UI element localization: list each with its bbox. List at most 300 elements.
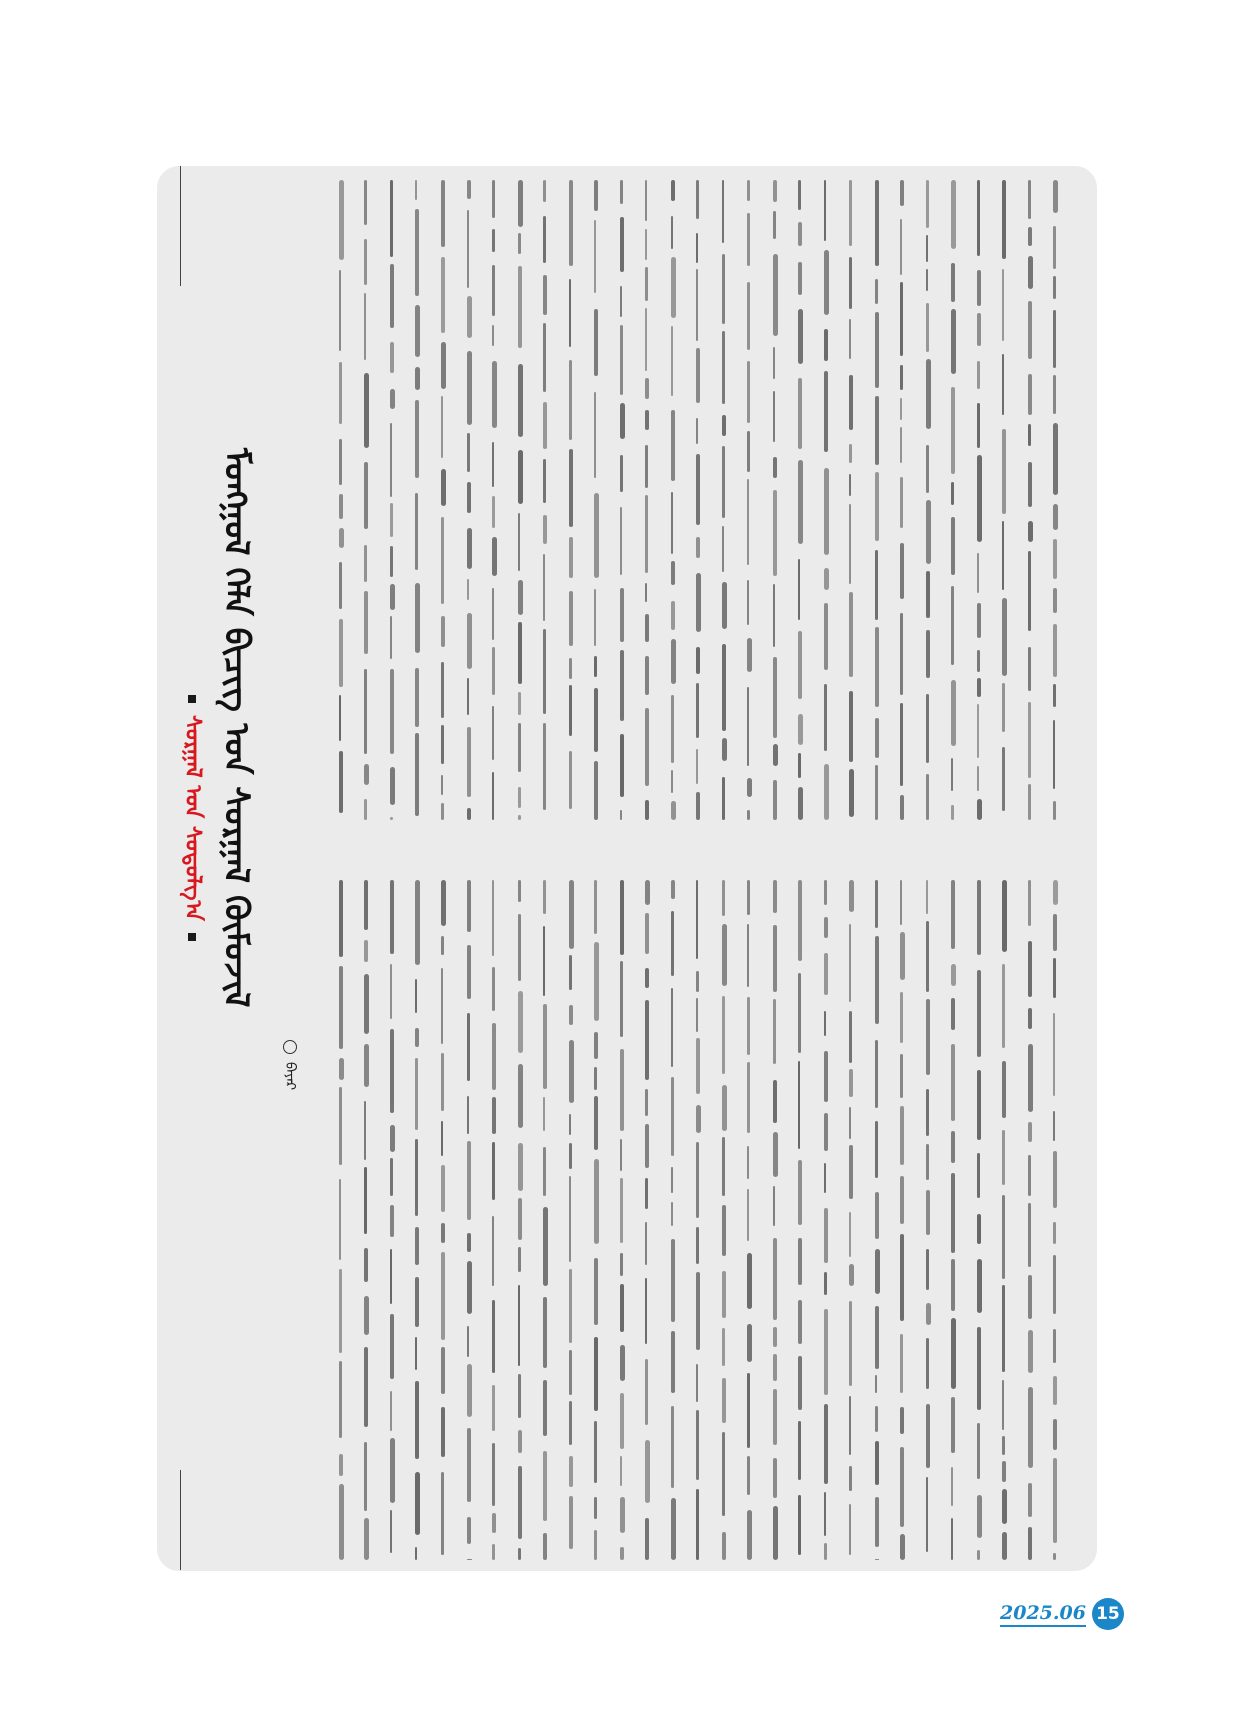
text-line-segment xyxy=(1053,914,1057,951)
text-line-segment xyxy=(1002,1532,1007,1560)
text-line-segment xyxy=(620,1049,624,1131)
text-line-segment xyxy=(364,940,368,962)
text-line-segment xyxy=(390,880,394,954)
text-line-segment xyxy=(364,591,368,654)
text-line-segment xyxy=(722,446,725,518)
text-line-segment xyxy=(671,492,673,554)
text-line-segment xyxy=(492,361,497,428)
text-line-segment xyxy=(1002,880,1007,952)
text-line-segment xyxy=(364,373,369,448)
text-line-segment xyxy=(773,1354,777,1381)
text-line-segment xyxy=(645,1089,648,1116)
text-line-segment xyxy=(441,1165,445,1212)
text-line-segment xyxy=(441,342,446,389)
text-line-segment xyxy=(773,457,777,478)
text-line-segment xyxy=(773,999,776,1064)
text-line-segment xyxy=(824,1163,826,1193)
text-line-segment xyxy=(518,880,521,902)
text-line-segment xyxy=(849,474,851,496)
text-line-segment xyxy=(1053,1013,1055,1096)
text-line-segment xyxy=(1028,1008,1032,1029)
text-line-segment xyxy=(569,360,572,440)
text-line-segment xyxy=(747,1510,752,1560)
text-line-segment xyxy=(849,1145,853,1199)
text-line-segment xyxy=(951,1318,956,1389)
text-line-segment xyxy=(415,1139,418,1216)
text-line-segment xyxy=(467,210,469,288)
text-line-segment xyxy=(900,703,903,786)
text-line-segment xyxy=(977,361,980,389)
text-line-segment xyxy=(747,687,749,766)
text-line-segment xyxy=(824,568,829,590)
text-line-segment xyxy=(645,410,649,430)
text-line-segment xyxy=(467,433,470,472)
text-line-segment xyxy=(415,668,419,727)
text-line-segment xyxy=(1053,880,1058,905)
text-line-segment xyxy=(518,914,521,981)
text-line-segment xyxy=(518,364,523,437)
text-line-segment xyxy=(620,961,623,1037)
text-line-segment xyxy=(722,1532,726,1560)
text-line-segment xyxy=(441,968,443,1044)
text-line-segment xyxy=(798,880,802,961)
text-line-segment xyxy=(645,445,648,488)
text-line-segment xyxy=(569,1114,571,1135)
text-line-segment xyxy=(339,619,343,687)
text-line-segment xyxy=(798,1300,802,1344)
text-line-segment xyxy=(696,1142,699,1218)
text-line-segment xyxy=(1002,598,1007,676)
text-line-segment xyxy=(339,528,344,548)
text-line-segment xyxy=(543,323,546,392)
text-line-segment xyxy=(467,1096,469,1134)
text-line-segment xyxy=(594,309,598,376)
text-line-segment xyxy=(467,1261,472,1314)
text-line-segment xyxy=(569,1176,571,1262)
text-line-segment xyxy=(645,1518,649,1560)
text-line-segment xyxy=(543,1533,547,1560)
text-line-segment xyxy=(1053,1329,1056,1363)
text-line-segment xyxy=(594,220,596,293)
text-line-segment xyxy=(415,400,419,478)
text-line-segment xyxy=(875,1249,880,1294)
text-line-segment xyxy=(1053,1222,1056,1244)
text-line-segment xyxy=(492,1023,496,1090)
text-line-segment xyxy=(492,967,495,1011)
text-line-segment xyxy=(875,627,879,707)
text-line-segment xyxy=(620,325,623,395)
text-line-segment xyxy=(569,685,572,736)
text-line-segment xyxy=(1053,684,1056,707)
text-line-segment xyxy=(722,1205,726,1256)
text-line-segment xyxy=(977,766,979,791)
text-line-segment xyxy=(569,658,572,679)
text-line-segment xyxy=(645,229,647,260)
text-line-segment xyxy=(977,678,981,697)
text-line-segment xyxy=(390,669,394,754)
text-line-segment xyxy=(543,1207,548,1286)
text-line-segment xyxy=(518,450,523,504)
text-line-segment xyxy=(390,180,393,257)
text-line-segment xyxy=(696,180,699,219)
text-line-segment xyxy=(467,678,469,715)
text-line-segment xyxy=(951,180,956,249)
text-line-segment xyxy=(1053,1553,1056,1560)
text-line-segment xyxy=(900,613,903,695)
text-line-segment xyxy=(849,691,853,762)
text-line-segment xyxy=(1053,276,1056,299)
text-line-segment xyxy=(1002,269,1004,341)
text-line-segment xyxy=(467,1013,470,1081)
text-line-segment xyxy=(977,403,980,448)
text-line-segment xyxy=(492,180,495,218)
text-line-segment xyxy=(569,1496,573,1549)
text-line-segment xyxy=(926,921,929,992)
text-line-segment xyxy=(1053,423,1058,495)
text-line-segment xyxy=(543,1097,545,1131)
text-line-segment xyxy=(671,1406,674,1488)
text-line-segment xyxy=(594,688,598,752)
text-line-segment xyxy=(620,1253,623,1276)
text-line-segment xyxy=(747,1324,752,1362)
text-line-segment xyxy=(569,449,573,527)
text-line-segment xyxy=(543,1297,547,1368)
text-line-segment xyxy=(773,1458,777,1498)
text-line-segment xyxy=(518,233,521,254)
text-line-segment xyxy=(671,639,676,684)
text-line-segment xyxy=(773,391,775,442)
text-line-segment xyxy=(492,1216,494,1286)
text-line-segment xyxy=(364,1101,366,1160)
text-line-segment xyxy=(415,305,420,357)
text-line-segment xyxy=(569,537,573,578)
text-line-segment xyxy=(875,472,879,541)
text-line-segment xyxy=(798,559,800,620)
text-line-segment xyxy=(926,880,928,914)
text-line-segment xyxy=(1028,1330,1033,1373)
text-line-segment xyxy=(747,213,750,266)
text-line-segment xyxy=(518,692,521,715)
text-line-segment xyxy=(390,1249,392,1304)
text-line-segment xyxy=(1028,1155,1031,1196)
text-line-segment xyxy=(875,1040,878,1108)
text-line-segment xyxy=(1002,1436,1005,1455)
text-line-segment xyxy=(415,1381,419,1459)
text-line-segment xyxy=(594,1497,597,1519)
text-line-segment xyxy=(645,614,649,642)
text-line-segment xyxy=(671,601,675,630)
text-line-segment xyxy=(900,543,904,599)
text-line-segment xyxy=(518,1374,521,1418)
text-line-segment xyxy=(671,880,675,899)
text-line-segment xyxy=(824,1404,828,1484)
text-line-segment xyxy=(696,233,698,263)
text-line-segment xyxy=(415,493,418,570)
text-line-segment xyxy=(798,1356,802,1410)
text-line-segment xyxy=(1053,504,1058,530)
text-line-segment xyxy=(415,209,419,296)
text-line-segment xyxy=(1002,1061,1006,1118)
text-line-segment xyxy=(620,1284,624,1332)
text-line-segment xyxy=(1002,683,1005,732)
text-line-segment xyxy=(364,880,368,930)
text-line-segment xyxy=(441,936,444,955)
text-line-segment xyxy=(824,917,828,938)
text-line-segment xyxy=(926,571,930,618)
text-line-segment xyxy=(492,496,495,528)
text-line-segment xyxy=(824,603,828,670)
text-line-segment xyxy=(390,264,394,328)
text-line-segment xyxy=(926,359,931,429)
text-line-segment xyxy=(671,1331,675,1393)
text-line-segment xyxy=(671,410,675,481)
text-line-segment xyxy=(722,777,725,820)
text-line-segment xyxy=(900,880,902,925)
text-line-segment xyxy=(671,326,673,396)
text-line-segment xyxy=(339,751,343,813)
text-line-segment xyxy=(671,257,676,318)
text-line-segment xyxy=(926,1089,929,1136)
text-line-segment xyxy=(722,644,726,731)
text-line-segment xyxy=(824,684,827,751)
text-line-segment xyxy=(339,562,342,609)
text-line-segment xyxy=(773,1389,777,1445)
text-line-segment xyxy=(1028,462,1032,507)
text-line-segment xyxy=(620,734,624,797)
text-line-segment xyxy=(671,216,673,249)
text-line-segment xyxy=(415,583,420,653)
text-line-segment xyxy=(594,1096,598,1150)
text-line-segment xyxy=(849,1212,851,1257)
text-line-segment xyxy=(645,495,648,573)
text-line-segment xyxy=(1028,1275,1032,1319)
text-line-segment xyxy=(747,361,750,423)
text-line-segment xyxy=(824,468,829,555)
text-line-segment xyxy=(390,817,393,820)
text-line-segment xyxy=(415,1058,418,1130)
text-line-segment xyxy=(1002,1380,1004,1430)
text-line-segment xyxy=(594,761,598,820)
text-line-segment xyxy=(569,591,573,646)
text-line-segment xyxy=(926,694,929,763)
text-line-segment xyxy=(671,911,674,976)
text-line-segment xyxy=(900,795,904,820)
text-line-segment xyxy=(390,616,392,659)
text-line-segment xyxy=(543,402,547,449)
text-line-segment xyxy=(849,1069,853,1097)
text-line-segment xyxy=(339,1087,342,1165)
text-line-segment xyxy=(951,263,955,302)
text-line-segment xyxy=(798,262,802,295)
text-line-segment xyxy=(1053,624,1057,677)
text-line-segment xyxy=(696,683,699,738)
text-line-segment xyxy=(441,616,445,647)
text-line-segment xyxy=(645,378,649,399)
text-line-segment xyxy=(594,942,599,1021)
text-line-segment xyxy=(773,1238,777,1320)
text-line-segment xyxy=(1028,1044,1033,1112)
text-line-segment xyxy=(518,1247,521,1272)
text-line-segment xyxy=(492,1443,495,1506)
text-line-segment xyxy=(390,1510,392,1553)
text-line-segment xyxy=(594,880,597,934)
text-line-segment xyxy=(951,309,956,374)
text-line-segment xyxy=(415,1472,420,1535)
section-label xyxy=(173,695,211,941)
text-line-segment xyxy=(696,1364,698,1402)
text-line-segment xyxy=(824,1011,826,1036)
text-line-segment xyxy=(747,810,750,820)
text-line-segment xyxy=(747,180,750,201)
text-line-segment xyxy=(722,996,725,1074)
text-line-segment xyxy=(543,1147,546,1196)
text-line-segment xyxy=(364,1442,367,1511)
text-line-segment xyxy=(926,1404,930,1468)
text-line-segment xyxy=(620,1178,623,1243)
text-line-segment xyxy=(467,808,471,820)
text-line-segment xyxy=(390,1314,394,1379)
text-line-segment xyxy=(645,267,648,301)
text-line-segment xyxy=(543,180,546,202)
text-line-segment xyxy=(518,1064,523,1128)
text-line-segment xyxy=(620,455,623,492)
text-line-segment xyxy=(339,494,343,519)
text-line-segment xyxy=(722,1085,727,1131)
text-line-segment xyxy=(364,239,367,285)
text-line-segment xyxy=(977,455,982,542)
text-line-segment xyxy=(722,1271,726,1318)
text-line-segment xyxy=(671,1239,675,1322)
text-line-segment xyxy=(441,396,443,458)
text-line-segment xyxy=(875,1192,879,1239)
text-line-segment xyxy=(875,718,879,758)
text-line-segment xyxy=(441,1053,444,1111)
text-line-segment xyxy=(1028,880,1031,926)
text-line-segment xyxy=(875,1406,878,1432)
text-line-segment xyxy=(364,1296,369,1335)
text-line-segment xyxy=(339,1454,343,1476)
text-line-segment xyxy=(671,1498,676,1560)
text-line-segment xyxy=(849,1466,852,1491)
text-line-segment xyxy=(1053,375,1056,414)
text-line-segment xyxy=(798,1495,801,1555)
text-line-segment xyxy=(339,439,342,485)
text-line-segment xyxy=(875,180,879,266)
text-line-segment xyxy=(441,662,444,718)
text-line-segment xyxy=(467,1326,469,1357)
text-line-segment xyxy=(900,1447,904,1527)
text-line-segment xyxy=(364,545,367,582)
text-line-segment xyxy=(951,586,954,665)
text-line-segment xyxy=(569,955,572,990)
text-line-segment xyxy=(569,1269,572,1343)
text-line-segment xyxy=(594,1530,597,1560)
text-line-segment xyxy=(824,250,829,315)
text-line-segment xyxy=(543,216,546,263)
text-line-segment xyxy=(492,1097,496,1134)
text-line-segment xyxy=(569,1401,572,1445)
text-line-segment xyxy=(773,211,776,239)
text-line-segment xyxy=(747,580,749,625)
text-line-segment xyxy=(977,553,979,593)
page-number: 15 xyxy=(1092,1598,1124,1630)
text-line-segment xyxy=(849,592,853,677)
text-line-segment xyxy=(492,772,494,820)
text-line-segment xyxy=(415,733,419,816)
text-line-segment xyxy=(339,180,344,260)
text-line-segment xyxy=(441,517,444,604)
text-line-segment xyxy=(798,787,803,820)
text-line-segment xyxy=(645,968,649,988)
text-line-segment xyxy=(696,1105,701,1133)
text-line-segment xyxy=(594,1421,597,1483)
text-line-segment xyxy=(543,1451,547,1521)
text-line-segment xyxy=(1002,1130,1005,1185)
text-line-segment xyxy=(364,669,367,754)
text-line-segment xyxy=(569,1040,574,1103)
text-line-segment xyxy=(747,1373,750,1448)
text-line-segment xyxy=(849,1504,851,1555)
text-line-segment xyxy=(364,974,369,1034)
text-line-segment xyxy=(824,953,828,995)
text-line-segment xyxy=(671,801,676,820)
text-line-segment xyxy=(620,650,624,721)
text-line-segment xyxy=(441,1223,445,1243)
text-line-segment xyxy=(467,880,471,932)
text-line-segment xyxy=(875,880,878,928)
text-line-segment xyxy=(390,584,395,610)
text-line-segment xyxy=(492,647,495,695)
text-line-segment xyxy=(671,1167,673,1193)
text-line-segment xyxy=(977,1214,981,1244)
text-line-segment xyxy=(722,582,727,629)
text-line-segment xyxy=(594,493,599,578)
text-line-segment xyxy=(1002,521,1004,590)
text-line-segment xyxy=(977,1070,981,1140)
text-line-segment xyxy=(364,1044,369,1087)
text-line-segment xyxy=(620,1139,622,1171)
text-line-segment xyxy=(364,1167,367,1234)
text-line-segment xyxy=(696,792,700,820)
text-line-segment xyxy=(339,362,342,424)
text-line-segment xyxy=(518,723,521,772)
text-line-segment xyxy=(900,1106,904,1165)
text-line-segment xyxy=(518,1143,523,1191)
text-line-segment xyxy=(926,630,930,678)
text-line-segment xyxy=(492,442,494,487)
text-line-segment xyxy=(875,550,878,620)
text-line-segment xyxy=(875,765,878,820)
text-line-segment xyxy=(926,1144,929,1180)
text-line-segment xyxy=(926,1303,931,1325)
text-line-segment xyxy=(900,1054,903,1098)
text-line-segment xyxy=(926,1249,929,1290)
text-line-segment xyxy=(518,1430,522,1453)
text-line-segment xyxy=(798,378,802,449)
text-line-segment xyxy=(747,638,752,672)
text-line-segment xyxy=(696,573,701,632)
text-line-segment xyxy=(773,254,778,336)
text-line-segment xyxy=(722,1378,726,1423)
text-line-segment xyxy=(951,680,956,746)
circle-icon xyxy=(283,1040,297,1054)
text-line-segment xyxy=(364,293,366,360)
text-line-segment xyxy=(543,515,547,544)
text-line-segment xyxy=(722,1328,725,1366)
text-line-segment xyxy=(1002,1195,1005,1279)
text-line-segment xyxy=(1028,1122,1032,1142)
text-line-segment xyxy=(492,1385,495,1431)
